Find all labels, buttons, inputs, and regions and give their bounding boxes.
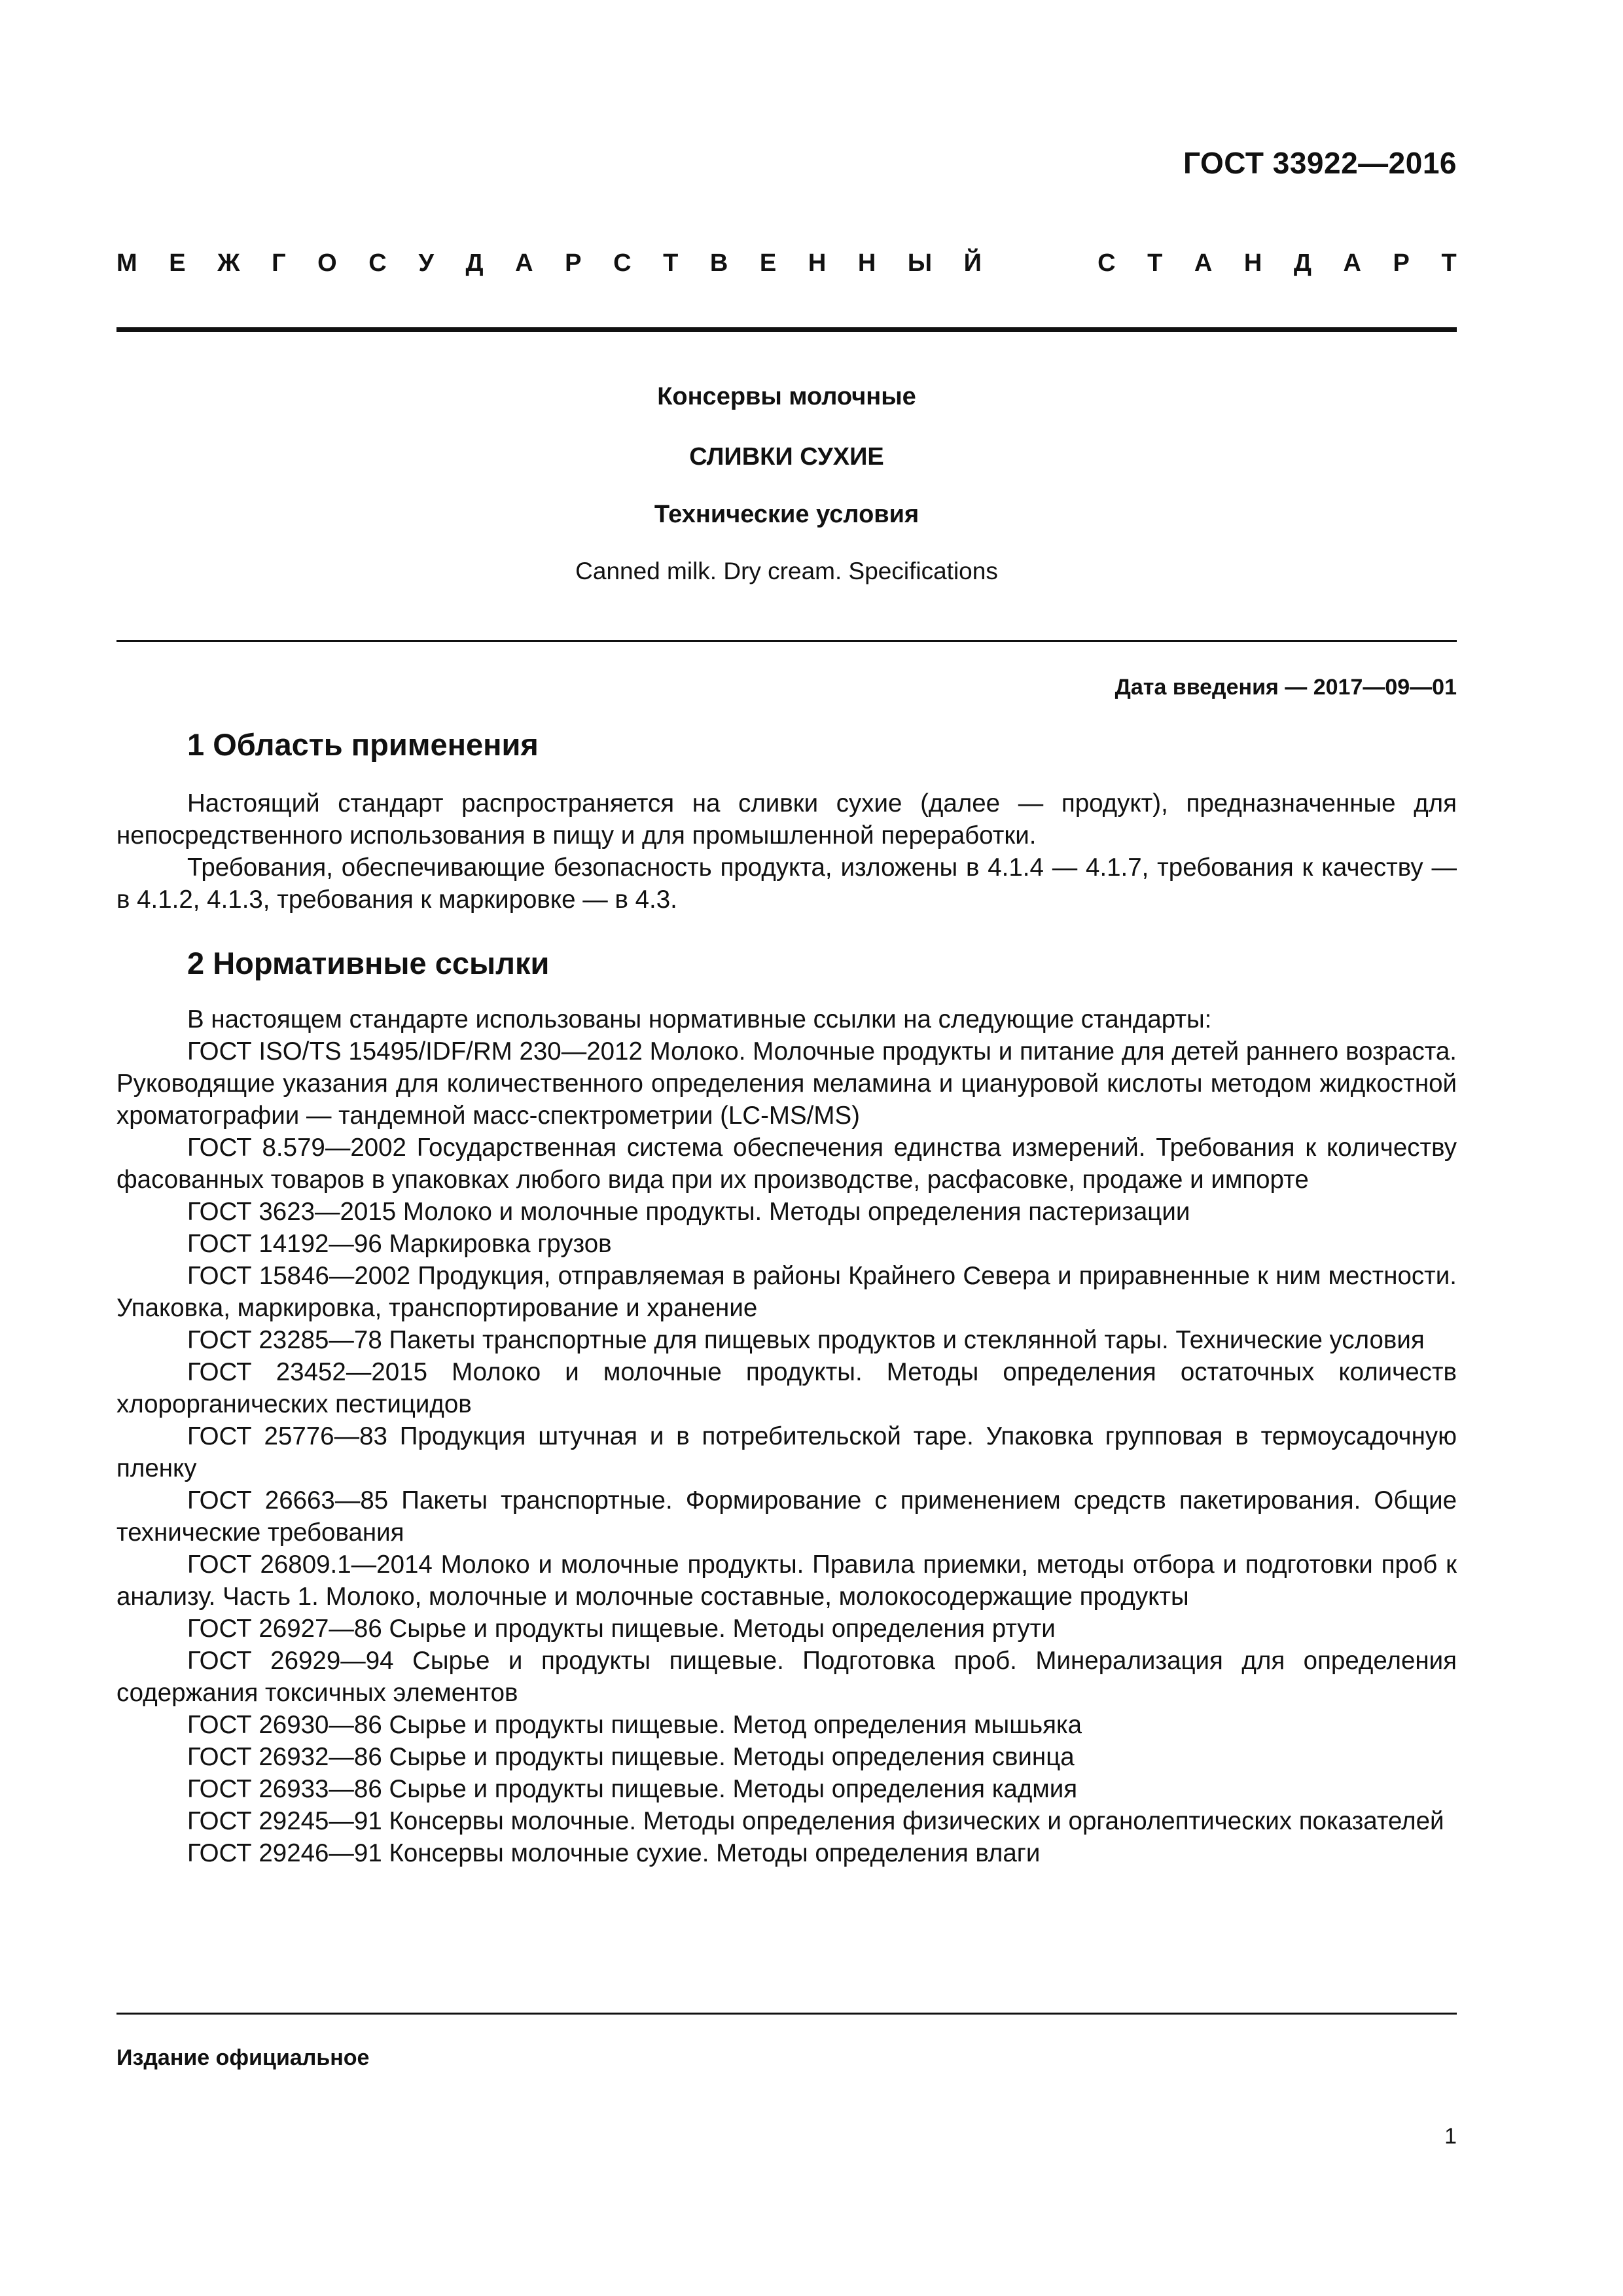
banner-letter: О	[317, 249, 337, 277]
reference-item: ГОСТ 26809.1—2014 Молоко и молочные продукты. Правила приемки, методы отбора и подготовки проб к анализу. Часть 1. Молоко, молочные и молочные составные, молокосодержащие продукты	[116, 1551, 1457, 1611]
banner-letter: А	[1194, 249, 1213, 277]
reference-item: ГОСТ 14192—96 Маркировка грузов	[187, 1230, 612, 1258]
section-2-body	[116, 1003, 1457, 1869]
reference-item: ГОСТ ISO/TS 15495/IDF/RM 230—2012 Молоко. Молочные продукты и питание для детей раннего возраста. Руководящие указания для количественного определения меламина и циануровой кислоты методом жидкостной хроматографии — тандемной масс-спектрометрии (LC-MS/MS)	[116, 1037, 1457, 1130]
reference-item: ГОСТ 26933—86 Сырье и продукты пищевые. Методы определения кадмия	[187, 1775, 1078, 1803]
banner-letter: С	[1097, 249, 1116, 277]
reference-item: ГОСТ 15846—2002 Продукция, отправляемая в районы Крайнего Севера и приравненные к ним местности. Упаковка, маркировка, транспортирование и хранение	[116, 1262, 1457, 1322]
banner-letter: Т	[1147, 249, 1163, 277]
banner-letter: Ы	[907, 249, 933, 277]
banner-letter: У	[418, 249, 434, 277]
reference-item: ГОСТ 26663—85 Пакеты транспортные. Формирование с применением средств пакетирования. Общие технические требования	[116, 1486, 1457, 1547]
banner-letter: Н	[857, 249, 876, 277]
reference-item: ГОСТ 26932—86 Сырье и продукты пищевые. Методы определения свинца	[187, 1743, 1075, 1771]
banner-letter: Р	[1393, 249, 1410, 277]
english-title: Canned milk. Dry cream. Specifications	[575, 558, 998, 584]
banner-letter: Н	[808, 249, 827, 277]
reference-item: ГОСТ 29246—91 Консервы молочные сухие. Методы определения влаги	[187, 1839, 1041, 1867]
paragraph: Требования, обеспечивающие безопасность продукта, изложены в 4.1.4 — 4.1.7, требования к качеству — в 4.1.2, 4.1.3, требования к маркировке — в 4.3.	[116, 853, 1457, 914]
reference-item: ГОСТ 29245—91 Консервы молочные. Методы определения физических и органолептических показателей	[187, 1807, 1444, 1835]
header-rule	[116, 327, 1457, 332]
introduction-date: Дата введения — 2017—09—01	[1115, 675, 1457, 700]
reference-item: ГОСТ 26927—86 Сырье и продукты пищевые. Методы определения ртути	[187, 1615, 1056, 1643]
banner-letter: Н	[1243, 249, 1262, 277]
section-2-heading: 2 Нормативные ссылки	[187, 946, 550, 980]
reference-item: ГОСТ 3623—2015 Молоко и молочные продукты. Методы определения пастеризации	[187, 1198, 1190, 1226]
section-1-heading: 1 Область применения	[187, 727, 539, 762]
banner-letter: Т	[663, 249, 679, 277]
banner-letter: С	[613, 249, 632, 277]
title-rule	[116, 640, 1457, 642]
banner-letter: Д	[1293, 249, 1311, 277]
section-1-body	[116, 787, 1457, 916]
paragraph: В настоящем стандарте использованы нормативные ссылки на следующие стандарты:	[187, 1005, 1212, 1033]
reference-item: ГОСТ 23285—78 Пакеты транспортные для пищевых продуктов и стеклянной тары. Технические условия	[187, 1326, 1425, 1354]
reference-item: ГОСТ 23452—2015 Молоко и молочные продукты. Методы определения остаточных количеств хлорорганических пестицидов	[116, 1358, 1457, 1418]
banner-letter: Г	[272, 249, 286, 277]
reference-item: ГОСТ 26929—94 Сырье и продукты пищевые. Подготовка проб. Минерализация для определения содержания токсичных элементов	[116, 1647, 1457, 1707]
standard-type-banner	[116, 243, 1457, 283]
edition-label: Издание официальное	[116, 2045, 370, 2070]
banner-letter: А	[515, 249, 533, 277]
banner-letter: Д	[465, 249, 484, 277]
banner-letter: В	[709, 249, 728, 277]
banner-letter: Е	[169, 249, 186, 277]
reference-item: ГОСТ 26930—86 Сырье и продукты пищевые. Метод определения мышьяка	[187, 1711, 1082, 1739]
paragraph: Настоящий стандарт распространяется на сливки сухие (далее — продукт), предназначенные для непосредственного использования в пищу и для промышленной переработки.	[116, 789, 1457, 850]
banner-letter: Ж	[217, 249, 240, 277]
banner-letter: С	[368, 249, 387, 277]
title-line-2: СЛИВКИ СУХИЕ	[689, 443, 884, 471]
reference-item: ГОСТ 8.579—2002 Государственная система обеспечения единства измерений. Требования к количеству фасованных товаров в упаковках любого вида при их производстве, расфасовке, продаже и импорте	[116, 1134, 1457, 1194]
reference-item: ГОСТ 25776—83 Продукция штучная и в потребительской таре. Упаковка групповая в термоусадочную пленку	[116, 1422, 1457, 1482]
banner-letter: М	[116, 249, 137, 277]
banner-letter: Е	[759, 249, 777, 277]
footer-rule	[116, 2013, 1457, 2015]
banner-letter: Й	[963, 249, 982, 277]
banner-letter: А	[1343, 249, 1361, 277]
document-number: ГОСТ 33922—2016	[1183, 146, 1457, 180]
title-line-3: Технические условия	[654, 501, 919, 528]
banner-letter: Т	[1441, 249, 1457, 277]
title-line-1: Консервы молочные	[657, 383, 916, 410]
banner-letter: Р	[565, 249, 582, 277]
page-number: 1	[1444, 2124, 1457, 2149]
